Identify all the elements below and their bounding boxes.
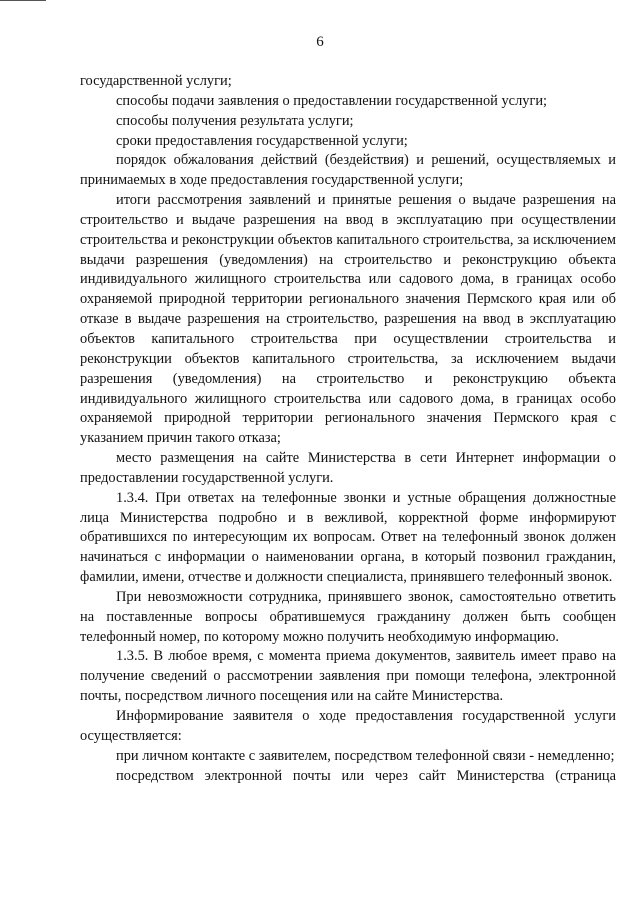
paragraph: Информирование заявителя о ходе предоставления государственной услуги осуществляется: xyxy=(80,708,616,744)
paragraph: способы подачи заявления о предоставлении государственной услуги; xyxy=(116,92,548,109)
top-edge-rule xyxy=(0,0,46,1)
paragraph: государственной услуги; xyxy=(80,73,232,89)
paragraph: способы получения результата услуги; xyxy=(116,112,354,129)
paragraph: сроки предоставления государственной услуги; xyxy=(116,132,408,149)
page-number: 6 xyxy=(316,34,324,50)
paragraph: посредством электронной почты или через сайт Министерства (страница xyxy=(116,767,616,784)
document-body xyxy=(80,72,616,786)
paragraph: 1.3.5. В любое время, с момента приема документов, заявитель имеет право на получение сведений о рассмотрении заявления при помощи телефона, электронной почты, посредством личного посещения или на сайте Министерства. xyxy=(80,648,616,705)
paragraph: место размещения на сайте Министерства в сети Интернет информации о предоставлении государственной услуги. xyxy=(80,450,616,486)
paragraph: При невозможности сотрудника, принявшего звонок, самостоятельно ответить на поставленные вопросы обратившемуся гражданину должен быть сообщен телефонный номер, по которому можно получить необходимую информацию. xyxy=(80,588,616,645)
paragraph: при личном контакте с заявителем, посредством телефонной связи - немедленно; xyxy=(116,747,615,764)
paragraph: порядок обжалования действий (бездействия) и решений, осуществляемых и принимаемых в ходе предоставления государственной услуги; xyxy=(80,152,616,189)
paragraph: 1.3.4. При ответах на телефонные звонки и устные обращения должностные лица Министерства подробно и в вежливой, корректной форме информируют обратившихся по интересующим их вопросам. Ответ на телефонный звонок должен начинаться с информации о наименовании органа, в который позвонил гражданин, фамилии, имени, отчестве и должности специалиста, принявшего телефонный звонок. xyxy=(80,489,616,586)
paragraph: итоги рассмотрения заявлений и принятые решения о выдаче разрешения на строительство и выдаче разрешения на ввод в эксплуатацию при осуществлении строительства и реконструкции объектов капитального строительства, за исключением выдачи разрешения (уведомления) на строительство и реконструкцию объекта индивидуального жилищного строительства или садового дома, в границах особо охраняемой природной территории регионального значения Пермского края или об отказе в выдаче разрешения на строительство, разрешения на ввод в эксплуатацию объектов капитального строительства при осуществлении строительства и реконструкции объектов капитального строительства, за исключением выдачи разрешения (уведомления) на строительство и реконструкцию объекта индивидуального жилищного строительства или садового дома, в границах особо охраняемой природной территории регионального значения Пермского края с указанием причин такого отказа; xyxy=(80,192,616,447)
